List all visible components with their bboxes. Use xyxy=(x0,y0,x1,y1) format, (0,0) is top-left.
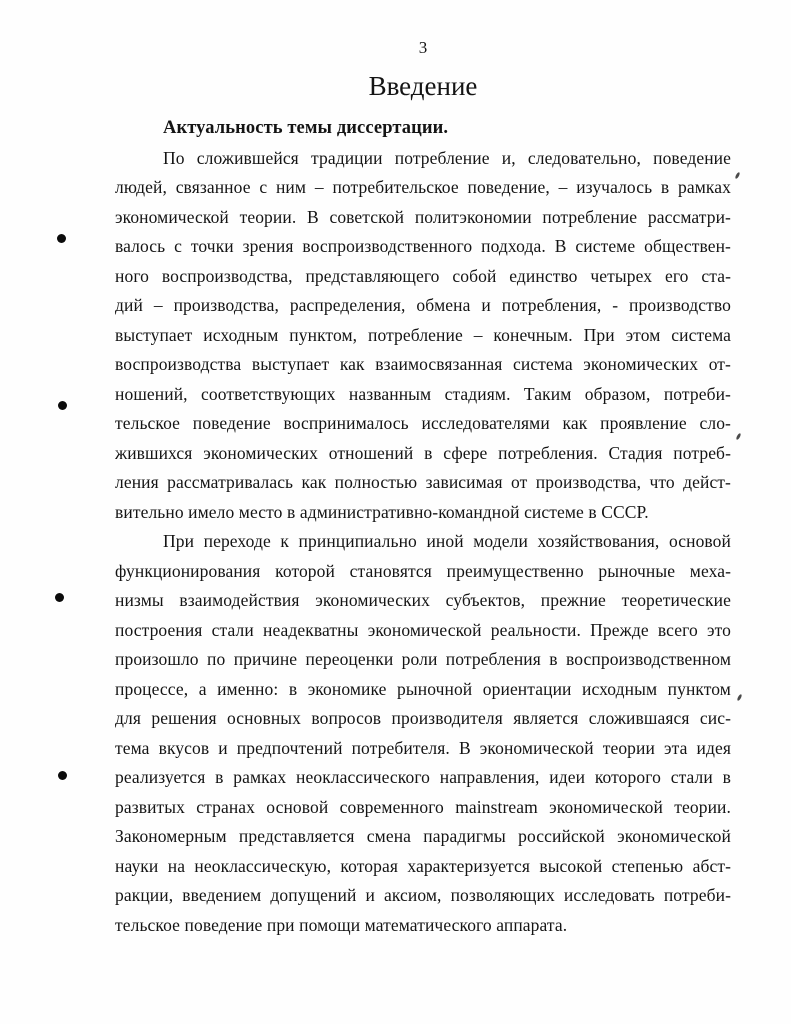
text-line: ления рассматривалась как полностью зависимая от производства, что дейст- xyxy=(115,472,731,492)
text-line: произошло по причине переоценки роли потребления в воспроизводственном xyxy=(115,649,731,669)
text-line: тема вкусов и предпочтений потребителя. В экономической теории эта идея xyxy=(115,737,731,758)
text-line: выступает исходным пунктом, потребление – конечным. При этом система xyxy=(115,324,731,345)
margin-dot-mark xyxy=(58,771,67,780)
text-line: реализуется в рамках неоклассического направления, идеи которого стали в xyxy=(115,767,731,787)
text-line: тельское поведение воспринималось исследователями как проявление сло- xyxy=(115,413,731,433)
text-line: низмы взаимодействия экономических субъектов, прежние теоретические xyxy=(115,590,731,610)
paragraphs-container xyxy=(115,144,731,941)
text-line: воспроизводства выступает как взаимосвязанная система экономических от- xyxy=(115,354,731,374)
text-line: построения стали неадекватны экономической реальности. Прежде всего это xyxy=(115,619,731,640)
page-title: Введение xyxy=(368,71,478,101)
text-line: ракции, введением допущений и аксиом, позволяющих исследовать потреби- xyxy=(115,885,731,905)
text-block xyxy=(115,114,731,940)
text-line: развитых странах основой современного mainstream экономической теории. xyxy=(115,796,731,817)
text-line: жившихся экономических отношений в сфере потребления. Стадия потреб- xyxy=(115,442,731,463)
margin-dot-mark xyxy=(57,234,66,243)
margin-dot-mark xyxy=(55,593,64,602)
section-heading: Актуальность темы диссертации. xyxy=(163,118,449,138)
margin-speck-mark xyxy=(735,172,741,180)
margin-speck-mark xyxy=(737,694,743,702)
text-line: для решения основных вопросов производителя является сложившаяся сис- xyxy=(115,708,731,728)
page-number: 3 xyxy=(418,38,428,57)
text-line: ного воспроизводства, представляющего собой единство четырех его ста- xyxy=(115,265,731,286)
text-line: При переходе к принципиально иной модели хозяйствования, основой xyxy=(163,531,731,551)
text-line: валось с точки зрения воспроизводственного подхода. В системе обществен- xyxy=(115,236,731,256)
text-line: функционирования которой становятся преимущественно рыночные меха- xyxy=(115,560,731,581)
margin-dot-mark xyxy=(58,401,67,410)
text-line: вительно имело место в административно-командной системе в СССР. xyxy=(115,501,649,522)
margin-speck-mark xyxy=(736,433,742,441)
text-line: ношений, соответствующих названным стадиям. Таким образом, потреби- xyxy=(115,383,731,404)
text-line: дий – производства, распределения, обмена и потребления, - производство xyxy=(115,295,731,315)
text-line: Закономерным представляется смена парадигмы российской экономической xyxy=(115,826,731,846)
text-line: процессе, а именно: в экономике рыночной ориентации исходным пунктом xyxy=(115,678,731,699)
text-line: науки на неоклассическую, которая характеризуется высокой степенью абст- xyxy=(115,855,731,876)
text-line: экономической теории. В советской политэкономии потребление рассматри- xyxy=(115,206,731,227)
text-line: тельское поведение при помощи математического аппарата. xyxy=(115,914,568,935)
text-line: людей, связанное с ним – потребительское поведение, – изучалось в рамках xyxy=(115,177,731,197)
text-line: По сложившейся традиции потребление и, следовательно, поведение xyxy=(163,147,731,168)
